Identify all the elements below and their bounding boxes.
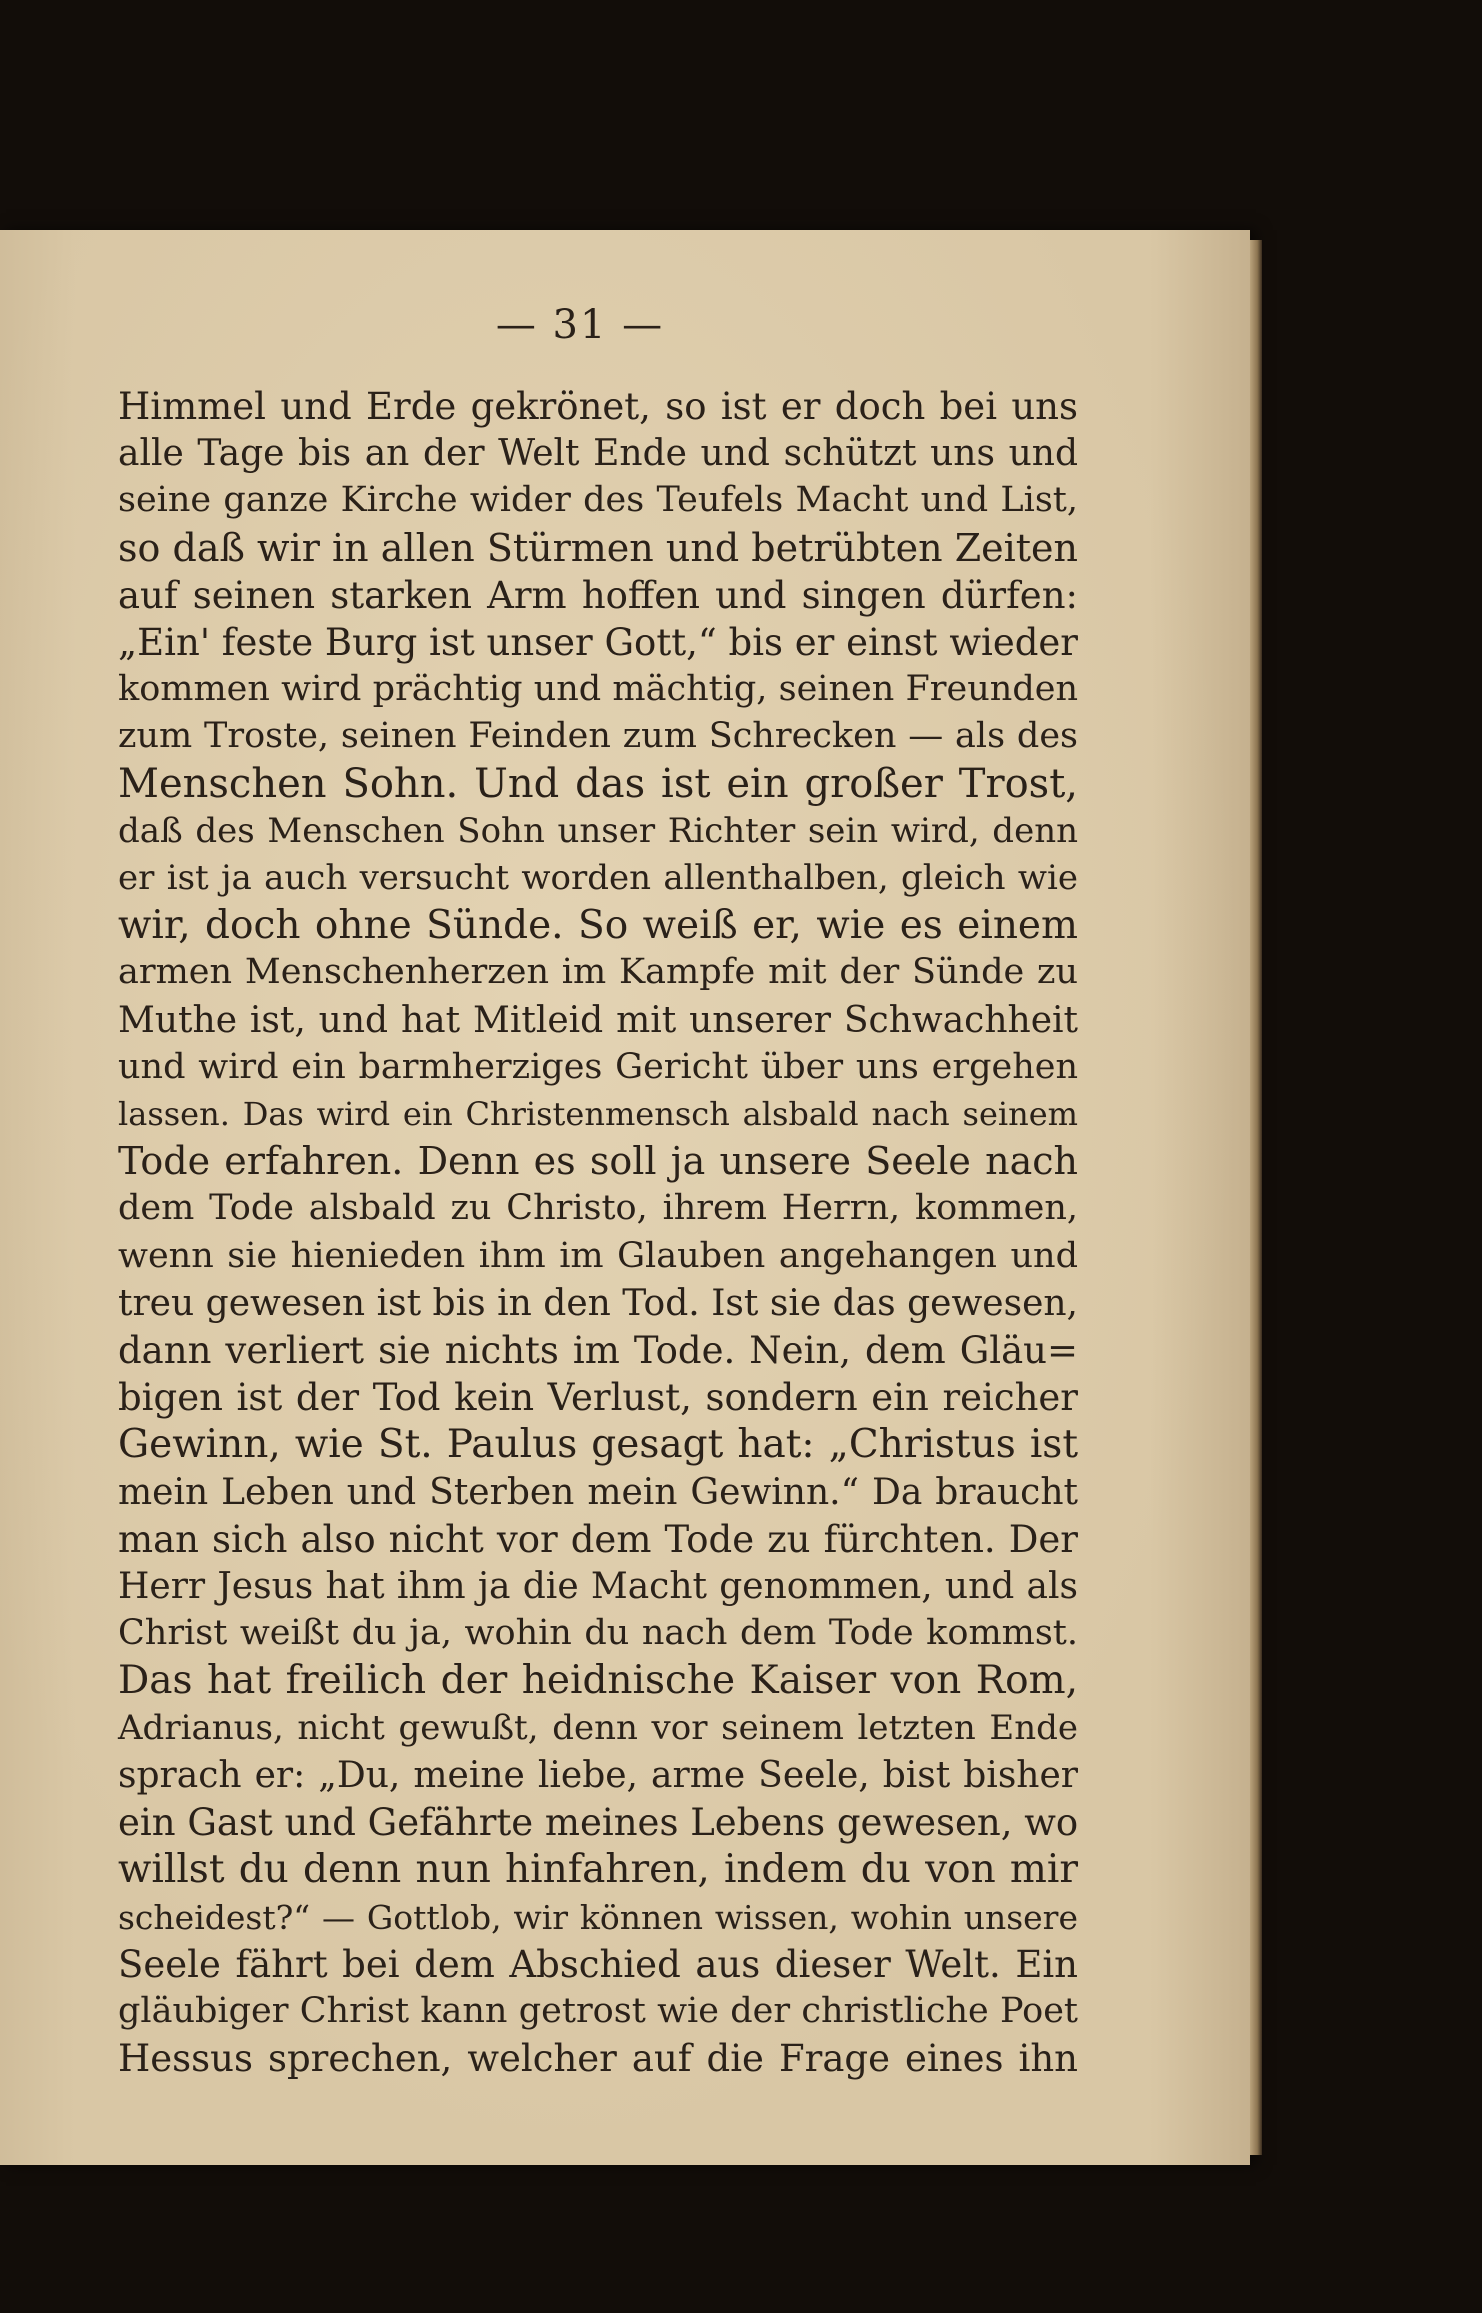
text-line: seine ganze Kirche wider des Teufels Macht und List, (118, 480, 1078, 521)
text-line: sprach er: „Du, meine liebe, arme Seele, bist bisher (118, 1754, 1078, 1796)
text-line: lassen. Das wird ein Christenmensch alsbald nach seinem (118, 1095, 1078, 1134)
text-line: Das hat freilich der heidnische Kaiser von Rom, (118, 1658, 1078, 1704)
text-line: und wird ein barmherziges Gericht über uns ergehen (118, 1046, 1078, 1087)
text-line: Himmel und Erde gekrönet, so ist er doch bei uns (118, 385, 1078, 428)
text-line: willst du denn nun hinfahren, indem du von mir (118, 1847, 1078, 1893)
text-line: zum Troste, seinen Feinden zum Schrecken — als des (118, 716, 1078, 757)
text-line: wenn sie hienieden ihm im Glauben angehangen und (118, 1235, 1078, 1276)
text-line: „Ein' feste Burg ist unser Gott,“ bis er einst wieder (118, 621, 1078, 665)
text-line: ein Gast und Gefährte meines Lebens gewesen, wo (118, 1801, 1079, 1845)
text-line: scheidest?“ — Gottlob, wir können wissen, wohin unsere (118, 1897, 1078, 1937)
text-line: Christ weißt du ja, wohin du nach dem Tode kommst. (118, 1613, 1078, 1654)
text-line: daß des Menschen Sohn unser Richter sein wird, denn (118, 810, 1078, 851)
text-line: armen Menschenherzen im Kampfe mit der Sünde zu (118, 952, 1078, 993)
text-line: gläubiger Christ kann getrost wie der christliche Poet (118, 1990, 1078, 2031)
text-line: kommen wird prächtig und mächtig, seinen Freunden (118, 669, 1078, 710)
text-line: man sich also nicht vor dem Tode zu fürchten. Der (118, 1517, 1078, 1561)
text-line: Herr Jesus hat ihm ja die Macht genommen, und als (118, 1566, 1078, 1608)
text-line: mein Leben und Sterben mein Gewinn.“ Da braucht (118, 1471, 1078, 1513)
body-text (118, 383, 1078, 2082)
text-line: bigen ist der Tod kein Verlust, sondern ein reicher (118, 1376, 1078, 1420)
text-line: Adrianus, nicht gewußt, denn vor seinem letzten Ende (118, 1707, 1078, 1748)
text-line: Muthe ist, und hat Mitleid mit unserer Schwachheit (118, 999, 1078, 1041)
text-line: Seele fährt bei dem Abschied aus dieser Welt. Ein (118, 1942, 1078, 1986)
text-line: alle Tage bis an der Welt Ende und schützt uns und (118, 433, 1078, 475)
text-line: wir, doch ohne Sünde. So weiß er, wie es einem (118, 903, 1078, 949)
text-line: Gewinn, wie St. Paulus gesagt hat: „Christus ist (118, 1422, 1078, 1468)
text-line: Tode erfahren. Denn es soll ja unsere Seele nach (118, 1139, 1078, 1184)
page-number: — 31 — (495, 302, 665, 348)
text-line: Hessus sprechen, welcher auf die Frage eines ihn (118, 2037, 1078, 2081)
text-line: auf seinen starken Arm hoffen und singen dürfen: (118, 573, 1078, 617)
text-line: so daß wir in allen Stürmen und betrübten Zeiten (118, 525, 1078, 570)
text-line: dann verliert sie nichts im Tode. Nein, dem Gläu= (118, 1329, 1078, 1373)
text-line: er ist ja auch versucht worden allenthalben, gleich wie (118, 858, 1078, 899)
text-line: Menschen Sohn. Und das ist ein großer Trost, (118, 760, 1078, 807)
text-line: treu gewesen ist bis in den Tod. Ist sie das gewesen, (118, 1282, 1078, 1324)
page-edge (1250, 240, 1262, 2155)
text-line: dem Tode alsbald zu Christo, ihrem Herrn, kommen, (118, 1188, 1078, 1229)
